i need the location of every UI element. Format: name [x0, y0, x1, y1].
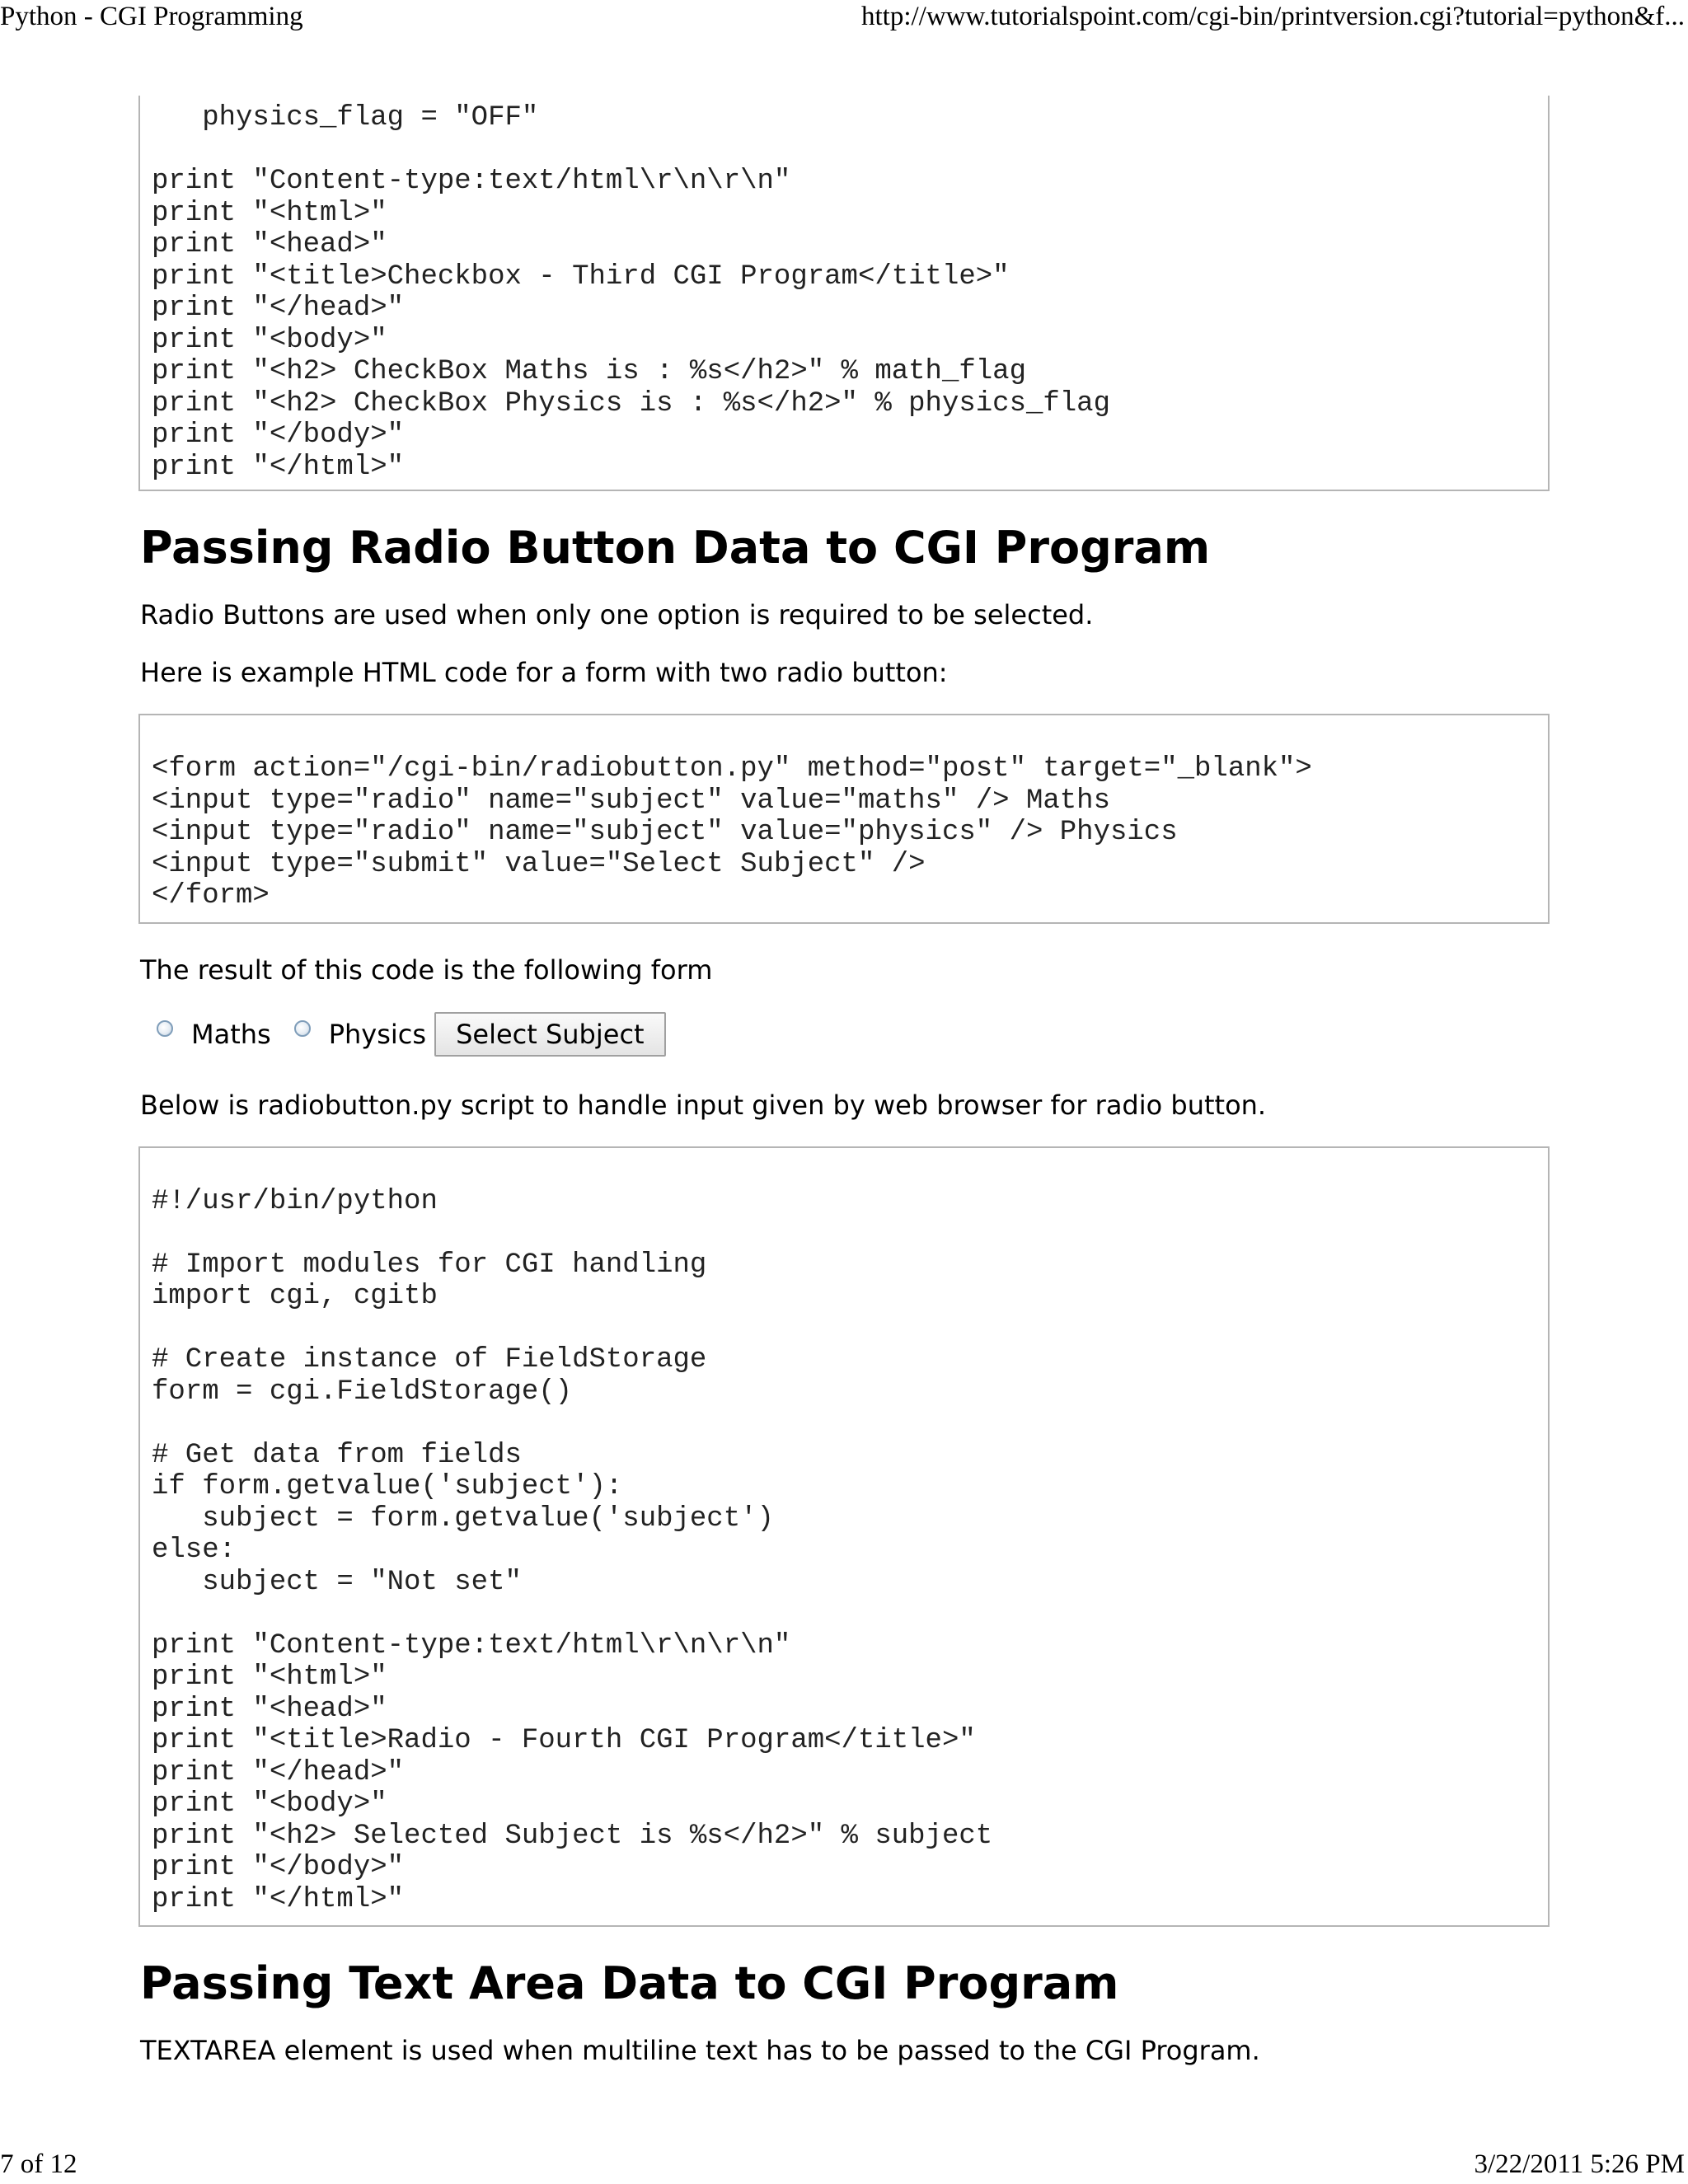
main-content	[138, 96, 1550, 2092]
radio-physics-label: Physics	[328, 1018, 427, 1050]
radio-maths-label: Maths	[191, 1018, 271, 1050]
page-number: 7 of 12	[0, 2149, 77, 2179]
code-block-checkbox-continued: physics_flag = "OFF" print "Content-type:text/html\r\n\r\n" print "<html>" print "<head>" print "<title>Checkbox - Third CGI Program</title>" print "</head>" print "<body>" print "<h2> CheckBox Maths is : %s</h2>" % math_flag print "<h2> CheckBox Physics is : %s</h2>" % physics_flag print "</body>" print "</html>"	[138, 96, 1550, 491]
radio-physics[interactable]	[294, 1020, 311, 1037]
section-heading-radio: Passing Radio Button Data to CGI Program	[140, 522, 1211, 574]
code-block-radio-html: <form action="/cgi-bin/radiobutton.py" method="post" target="_blank"> <input type="radio" name="subject" value="maths" /> Maths <input type="radio" name="subject" value="physics" /> Physics <input type="submit" value="Select Subject" /> </form>	[138, 714, 1550, 924]
page-title: Python - CGI Programming	[0, 2, 303, 31]
paragraph-example-intro: Here is example HTML code for a form with two radio button:	[140, 657, 948, 688]
paragraph-script-intro: Below is radiobutton.py script to handle input given by web browser for radio button.	[140, 1089, 1267, 1121]
paragraph-textarea-intro: TEXTAREA element is used when multiline text has to be passed to the CGI Program.	[140, 2035, 1260, 2066]
paragraph-radio-intro: Radio Buttons are used when only one option is required to be selected.	[140, 599, 1094, 630]
paragraph-result: The result of this code is the following form	[140, 954, 713, 986]
code-block-radiobutton-py: #!/usr/bin/python # Import modules for CGI handling import cgi, cgitb # Create instance of FieldStorage form = cgi.FieldStorage() # Get data from fields if form.getvalue('subject'): subject = form.getvalue('subject') else: subject = "Not set" print "Content-type:text/html\r\n\r\n" print "<html>" print "<head>" print "<title>Radio - Fourth CGI Program</title>" print "</head>" print "<body>" print "<h2> Selected Subject is %s</h2>" % subject print "</body>" print "</html>"	[138, 1146, 1550, 1928]
section-heading-textarea: Passing Text Area Data to CGI Program	[140, 1957, 1119, 2009]
select-subject-button[interactable]: Select Subject	[434, 1012, 666, 1057]
radio-maths[interactable]	[157, 1020, 173, 1037]
page-url: http://www.tutorialspoint.com/cgi-bin/printversion.cgi?tutorial=python&f...	[861, 2, 1685, 31]
print-datetime: 3/22/2011 5:26 PM	[1474, 2149, 1685, 2179]
radio-demo-form	[157, 1011, 1550, 1057]
